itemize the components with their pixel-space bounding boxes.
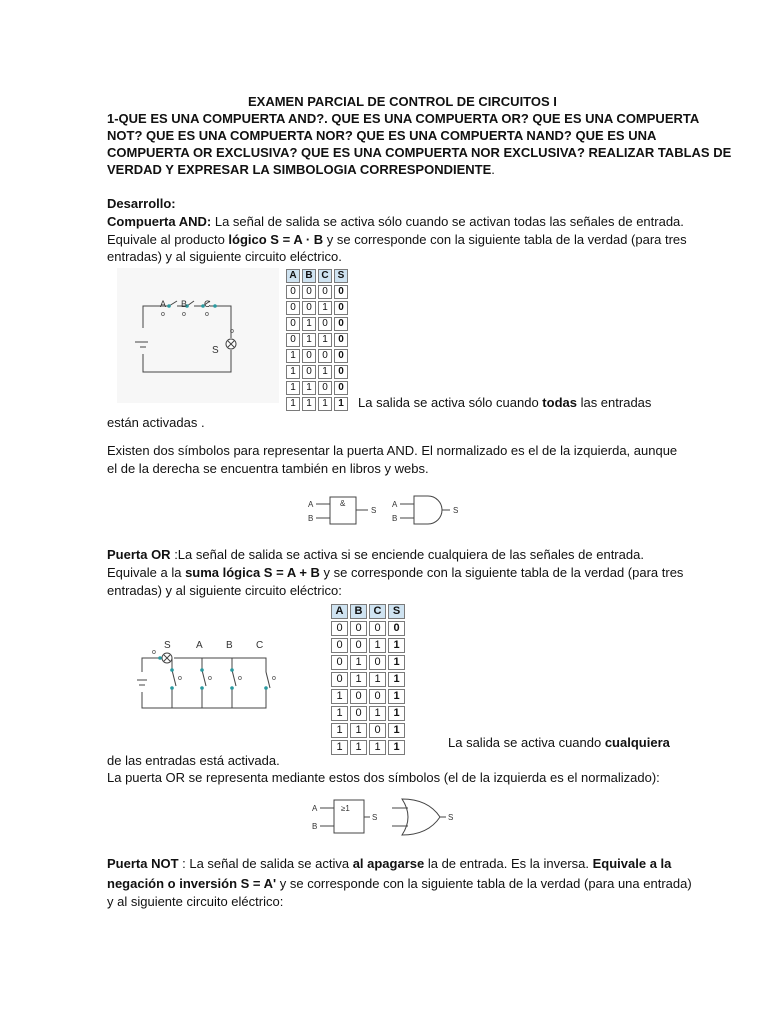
and-l2a: Equivale al producto — [107, 232, 229, 247]
and-gate-amp: & — [340, 499, 346, 508]
and-table-row — [286, 349, 348, 363]
not-line-2 — [107, 875, 692, 892]
not-heading: Puerta NOT — [107, 856, 179, 871]
and-table-cell: 0 — [286, 285, 300, 299]
and-line-1 — [107, 213, 684, 230]
or-table-cell: 1 — [388, 740, 405, 755]
or-table-cell: 1 — [388, 723, 405, 738]
question-line-4-text: VERDAD Y EXPRESAR LA SIMBOLOGIA CORRESPONDIENTE — [107, 162, 492, 177]
and-l2c: y se corresponde con la siguiente tabla de la verdad (para tres — [323, 232, 687, 247]
and-gate-a: A — [308, 500, 314, 509]
and-table-cell: 0 — [302, 365, 316, 379]
or-table-cell: 1 — [350, 672, 367, 687]
and-table-cell: 0 — [334, 285, 348, 299]
or-circuit-o1: o — [178, 675, 182, 682]
or-heading: Puerta OR — [107, 547, 171, 562]
or-circuit-o4: o — [272, 675, 276, 682]
and-table-row — [286, 397, 348, 411]
or-table-row — [331, 638, 405, 653]
or-table-cell: 0 — [350, 706, 367, 721]
and-table-cell: 1 — [318, 301, 332, 315]
and-truth-table — [284, 267, 350, 413]
or-table-cell: 0 — [350, 621, 367, 636]
and-table-row — [286, 381, 348, 395]
and-table-row — [286, 301, 348, 315]
and-table-cell: 1 — [286, 365, 300, 379]
or-table-cell: 1 — [331, 706, 348, 721]
question-line-3: COMPUERTA OR EXCLUSIVA? QUE ES UNA COMPUERTA NOR EXCLUSIVA? REALIZAR TABLAS DE — [107, 145, 732, 160]
and-table-cell: 1 — [286, 381, 300, 395]
and-symbols-2: el de la derecha se encuentra también en libros y webs. — [107, 461, 429, 476]
and-l1: La señal de salida se activa sólo cuando se activan todas las señales de entrada. — [211, 214, 684, 229]
and-line-3: entradas) y al siguiente circuito eléctrico. — [107, 249, 342, 264]
and-circuit-o2: o — [182, 311, 186, 318]
or-table-row — [331, 706, 405, 721]
or-table-cell: 1 — [369, 740, 386, 755]
question-line-1: 1-QUE ES UNA COMPUERTA AND?. QUE ES UNA COMPUERTA OR? QUE ES UNA COMPUERTA — [107, 111, 700, 126]
or-table-cell: 1 — [369, 638, 386, 653]
or-gate-a: A — [312, 804, 318, 813]
and-table-cell: 0 — [334, 381, 348, 395]
or-circuit-label-b: B — [226, 640, 233, 651]
and-table-cell: 1 — [286, 349, 300, 363]
or-note-2: de las entradas está activada. — [107, 753, 280, 768]
or-table-header-cell: B — [350, 604, 367, 619]
or-table-header-cell: C — [369, 604, 386, 619]
and-table-cell: 0 — [302, 349, 316, 363]
and-table-cell: 1 — [318, 397, 332, 411]
or-table-cell: 0 — [350, 689, 367, 704]
and-table-cell: 1 — [318, 365, 332, 379]
or-table-cell: 1 — [369, 706, 386, 721]
or-circuit-o5: o — [152, 649, 156, 656]
question-line-4 — [107, 161, 495, 178]
or-table-cell: 1 — [388, 655, 405, 670]
and-note-a: La salida se activa sólo cuando — [358, 395, 543, 410]
and-table-cell: 0 — [334, 333, 348, 347]
and-table-row — [286, 285, 348, 299]
or-table-cell: 0 — [388, 621, 405, 636]
question-line-2: NOT? QUE ES UNA COMPUERTA NOR? QUE ES UNA COMPUERTA NAND? QUE ES UNA — [107, 128, 657, 143]
or-gate-b: B — [312, 822, 318, 831]
or-table-cell: 1 — [388, 638, 405, 653]
and-table-cell: 0 — [302, 301, 316, 315]
or-table-header-cell: A — [331, 604, 348, 619]
or-symbols: La puerta OR se representa mediante estos dos símbolos (el de la izquierda es el normalizado): — [107, 770, 660, 785]
and-table-cell: 0 — [334, 317, 348, 331]
or-table-cell: 0 — [369, 689, 386, 704]
and-circuit-diagram — [117, 268, 279, 403]
not-l1d: Equivale a la — [592, 856, 672, 871]
and-gate-symbols — [308, 490, 468, 528]
or-l1: :La señal de salida se activa si se enciende cualquiera de las señales de entrada. — [170, 547, 644, 562]
not-l1b: al apagarse — [352, 856, 425, 871]
and-note-b: todas — [542, 395, 577, 410]
and-heading: Compuerta AND: — [107, 214, 212, 229]
or-line-3: entradas) y al siguiente circuito eléctrico: — [107, 583, 342, 598]
or-table-cell: 1 — [350, 723, 367, 738]
and-note-2: están activadas . — [107, 415, 205, 430]
and-table-cell: 1 — [302, 381, 316, 395]
and-table-cell: 0 — [334, 301, 348, 315]
or-l2c: y se corresponde con la siguiente tabla de la verdad (para tres — [319, 565, 684, 580]
or-truth-table — [329, 602, 407, 757]
and-line-2 — [107, 231, 687, 248]
and-gate2-s: S — [453, 506, 459, 515]
and-circuit-o3: o — [205, 311, 209, 318]
desarrollo-heading: Desarrollo: — [107, 196, 176, 211]
or-table-row — [331, 740, 405, 755]
or-line-2 — [107, 564, 683, 581]
and-circuit-label-b: B — [181, 299, 188, 309]
or-table-cell: 0 — [331, 638, 348, 653]
and-table-cell: 0 — [318, 285, 332, 299]
and-table-header-cell: B — [302, 269, 316, 283]
and-table-header-cell: A — [286, 269, 300, 283]
not-line-1 — [107, 855, 671, 872]
and-gate-s: S — [371, 506, 377, 515]
or-table-cell: 1 — [331, 740, 348, 755]
or-table-cell: 1 — [350, 655, 367, 670]
or-l2a: Equivale a la — [107, 565, 186, 580]
or-gate-symbols — [312, 795, 462, 843]
and-table-cell: 0 — [286, 317, 300, 331]
or-table-cell: 1 — [388, 706, 405, 721]
and-table-cell: 1 — [286, 397, 300, 411]
and-circuit-label-a: A — [160, 299, 167, 309]
and-table-cell: 0 — [318, 381, 332, 395]
and-table-row — [286, 317, 348, 331]
and-table-cell: 1 — [318, 333, 332, 347]
and-circuit-label-s: S — [212, 345, 219, 356]
or-table-header-cell: S — [388, 604, 405, 619]
or-circuit-o2: o — [208, 675, 212, 682]
and-circuit-o4: o — [230, 328, 234, 335]
and-table-cell: 0 — [286, 333, 300, 347]
or-table-cell: 0 — [369, 655, 386, 670]
or-table-row — [331, 655, 405, 670]
and-table-cell: 0 — [334, 365, 348, 379]
or-circuit-label-c: C — [256, 640, 264, 651]
and-gate-b: B — [308, 514, 314, 523]
and-table-cell: 0 — [318, 349, 332, 363]
or-note-a: La salida se activa cuando — [448, 735, 605, 750]
or-formula: suma lógica S = A + B — [185, 565, 320, 580]
or-circuit-label-s: S — [164, 640, 171, 651]
or-gate-s: S — [372, 813, 378, 822]
and-table-cell: 0 — [318, 317, 332, 331]
and-table-cell: 1 — [302, 317, 316, 331]
and-table-cell: 0 — [334, 349, 348, 363]
or-note — [448, 734, 670, 751]
not-l2b: y se corresponde con la siguiente tabla de la verdad (para una entrada) — [276, 876, 692, 891]
and-table-cell: 1 — [334, 397, 348, 411]
or-circuit-label-a: A — [196, 640, 203, 651]
and-table-cell: 0 — [286, 301, 300, 315]
or-circuit-o3: o — [238, 675, 242, 682]
and-formula: lógico S = A · B — [228, 232, 324, 247]
and-table-header-cell: C — [318, 269, 332, 283]
and-circuit-o1: o — [161, 311, 165, 318]
and-note — [358, 394, 651, 411]
and-symbols-1: Existen dos símbolos para representar la puerta AND. El normalizado es el de la izquierda, aunque — [107, 443, 678, 458]
or-table-cell: 0 — [350, 638, 367, 653]
or-table-row — [331, 621, 405, 636]
not-l1a: : La señal de salida se activa — [178, 856, 353, 871]
or-line-1 — [107, 546, 644, 563]
or-table-row — [331, 689, 405, 704]
or-table-cell: 0 — [331, 672, 348, 687]
and-table-cell: 1 — [302, 333, 316, 347]
or-table-cell: 1 — [369, 672, 386, 687]
or-table-cell: 0 — [369, 723, 386, 738]
or-note-b: cualquiera — [604, 735, 670, 750]
and-circuit-label-c: C — [204, 299, 211, 309]
or-table-cell: 1 — [331, 723, 348, 738]
and-table-cell: 1 — [302, 397, 316, 411]
question-end: . — [491, 162, 495, 177]
and-note-c: las entradas — [576, 395, 652, 410]
and-gate2-b: B — [392, 514, 398, 523]
or-table-cell: 1 — [331, 689, 348, 704]
or-table-cell: 0 — [331, 621, 348, 636]
not-line-3: y al siguiente circuito eléctrico: — [107, 894, 284, 909]
or-table-cell: 0 — [331, 655, 348, 670]
or-gate-ge1: ≥1 — [341, 804, 350, 813]
not-formula: negación o inversión S = A' — [107, 876, 277, 891]
and-table-row — [286, 365, 348, 379]
and-table-row — [286, 333, 348, 347]
or-circuit-diagram — [118, 628, 280, 728]
not-l1c: la de entrada. Es la inversa. — [424, 856, 593, 871]
or-table-cell: 1 — [388, 672, 405, 687]
or-table-cell: 0 — [369, 621, 386, 636]
or-table-row — [331, 672, 405, 687]
and-table-header-cell: S — [334, 269, 348, 283]
or-table-cell: 1 — [350, 740, 367, 755]
or-gate2-s: S — [448, 813, 454, 822]
or-table-row — [331, 723, 405, 738]
page-title: EXAMEN PARCIAL DE CONTROL DE CIRCUITOS I — [248, 94, 557, 109]
and-table-cell: 0 — [302, 285, 316, 299]
and-gate2-a: A — [392, 500, 398, 509]
or-table-cell: 1 — [388, 689, 405, 704]
